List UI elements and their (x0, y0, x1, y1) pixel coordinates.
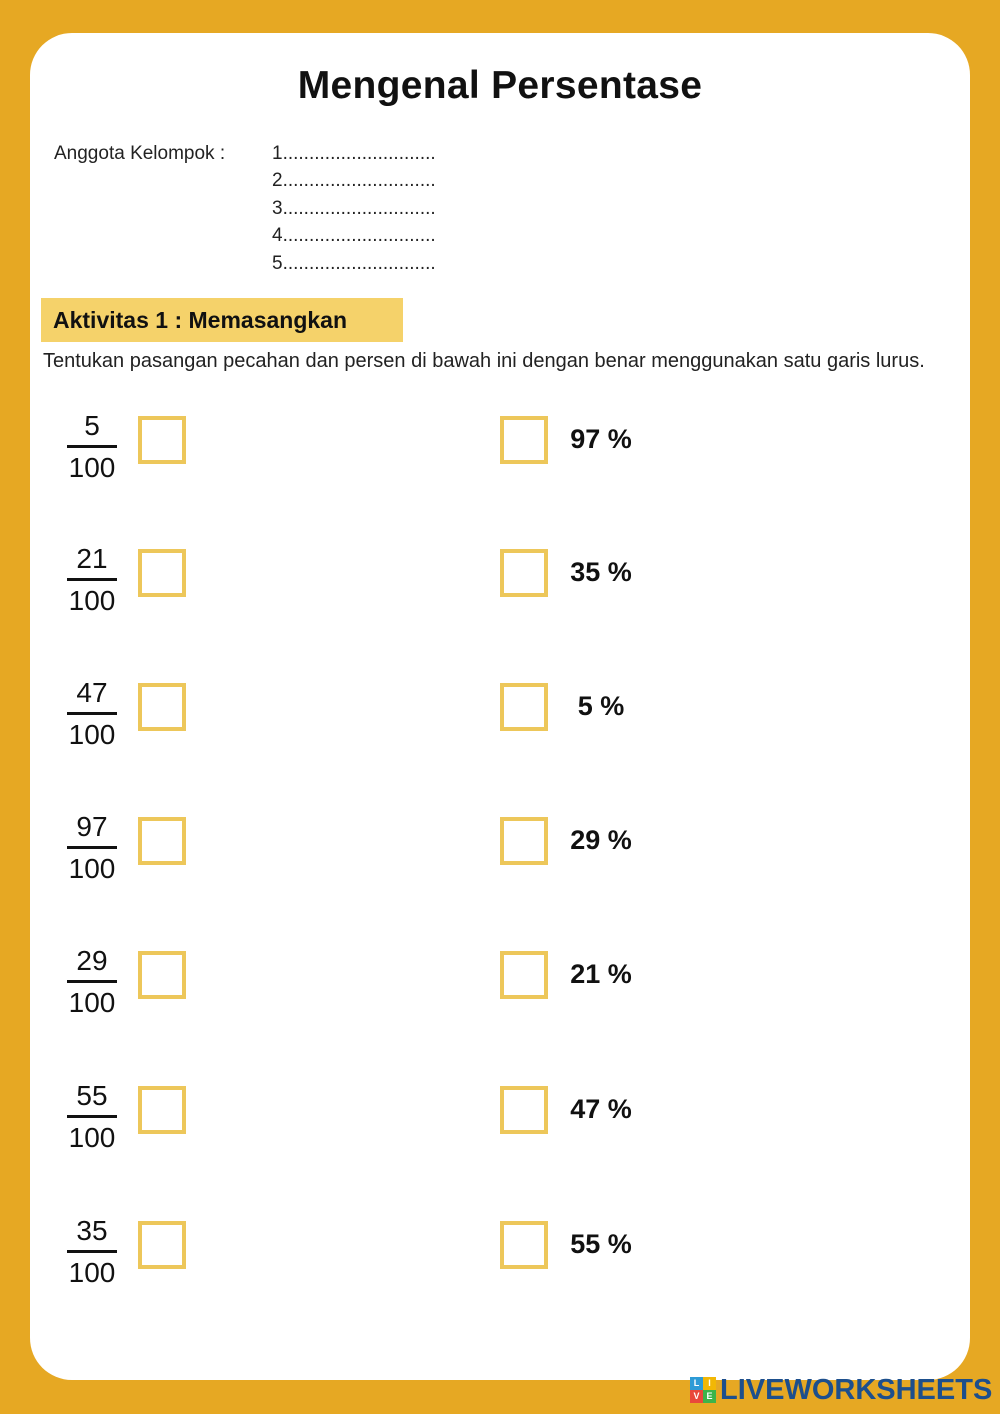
fraction (64, 543, 120, 621)
member-line-4: 4............................. (272, 225, 436, 246)
percent-label: 5 % (577, 691, 625, 721)
fraction-numerator: 55 (76, 1080, 108, 1111)
percent-answer-box[interactable] (500, 549, 548, 597)
liveworksheets-brand (690, 1372, 992, 1408)
fraction-denominator: 100 (68, 853, 116, 884)
pair-row-1 (0, 410, 1000, 520)
fraction-bar (67, 712, 117, 715)
percent-answer-box[interactable] (500, 416, 548, 464)
pair-row-2 (0, 543, 1000, 653)
fraction-numerator: 29 (76, 945, 108, 976)
fraction-answer-box[interactable] (138, 1086, 186, 1134)
fraction (64, 811, 120, 889)
fraction (64, 945, 120, 1023)
liveworksheets-logo-icon: L I V E (690, 1377, 716, 1403)
percent-answer-box[interactable] (500, 951, 548, 999)
percent-label: 29 % (570, 825, 632, 855)
fraction-numerator: 97 (76, 811, 108, 842)
fraction-answer-box[interactable] (138, 549, 186, 597)
fraction-answer-box[interactable] (138, 817, 186, 865)
fraction-numerator: 35 (76, 1215, 108, 1246)
fraction-numerator: 47 (76, 677, 108, 708)
activity-label: Aktivitas 1 : Memasangkan (53, 307, 348, 333)
fraction-denominator: 100 (68, 1257, 116, 1288)
page-title: Mengenal Persentase (297, 64, 703, 107)
fraction-bar (67, 846, 117, 849)
fraction-numerator: 5 (84, 410, 100, 441)
fraction (64, 1215, 120, 1293)
activity-instruction: Tentukan pasangan pecahan dan persen di bawah ini dengan benar menggunakan satu garis lurus. (43, 350, 925, 372)
fraction-bar (67, 578, 117, 581)
percent-answer-box[interactable] (500, 817, 548, 865)
fraction-answer-box[interactable] (138, 416, 186, 464)
fraction (64, 410, 120, 488)
member-line-2: 2............................. (272, 170, 436, 191)
pair-row-7 (0, 1215, 1000, 1325)
fraction-bar (67, 980, 117, 983)
fraction-bar (67, 1250, 117, 1253)
fraction-answer-box[interactable] (138, 683, 186, 731)
member-line-3: 3............................. (272, 198, 436, 219)
percent-answer-box[interactable] (500, 683, 548, 731)
fraction-denominator: 100 (68, 1122, 116, 1153)
fraction-bar (67, 445, 117, 448)
fraction-denominator: 100 (68, 452, 116, 483)
fraction (64, 1080, 120, 1158)
percent-label: 35 % (570, 557, 632, 587)
activity-header (41, 298, 403, 342)
fraction (64, 677, 120, 755)
fraction-answer-box[interactable] (138, 1221, 186, 1269)
fraction-denominator: 100 (68, 987, 116, 1018)
pair-row-6 (0, 1080, 1000, 1190)
fraction-denominator: 100 (68, 719, 116, 750)
fraction-answer-box[interactable] (138, 951, 186, 999)
member-line-1: 1............................. (272, 143, 436, 164)
pair-row-5 (0, 945, 1000, 1055)
percent-answer-box[interactable] (500, 1221, 548, 1269)
percent-label: 21 % (570, 959, 632, 989)
brand-name: LIVEWORKSHEETS (720, 1373, 993, 1406)
fraction-bar (67, 1115, 117, 1118)
percent-answer-box[interactable] (500, 1086, 548, 1134)
percent-label: 97 % (570, 424, 632, 454)
fraction-numerator: 21 (76, 543, 108, 574)
pair-row-3 (0, 677, 1000, 787)
members-label: Anggota Kelompok : (54, 143, 226, 164)
pair-row-4 (0, 811, 1000, 921)
percent-label: 47 % (570, 1094, 632, 1124)
percent-label: 55 % (570, 1229, 632, 1259)
fraction-denominator: 100 (68, 585, 116, 616)
member-line-5: 5............................. (272, 253, 436, 274)
